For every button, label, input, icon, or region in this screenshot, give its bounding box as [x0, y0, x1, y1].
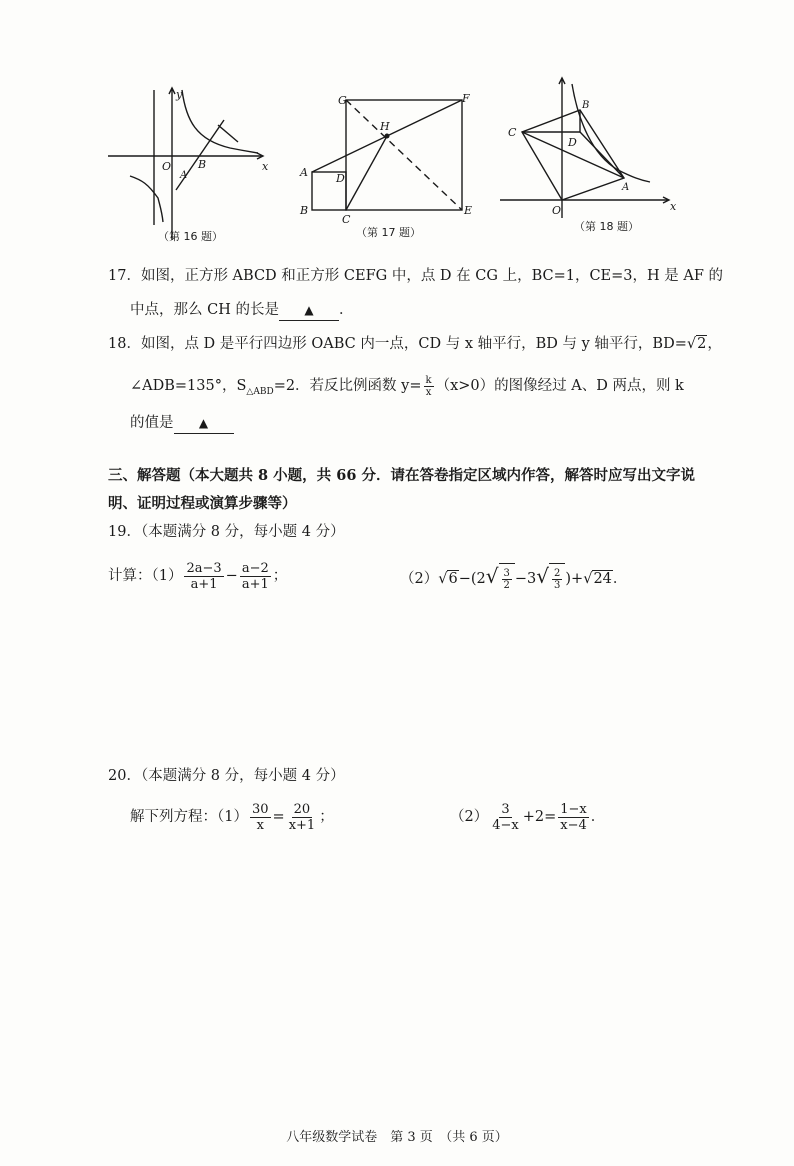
q17-line1 — [108, 266, 723, 286]
fig17-label-h: H — [380, 120, 390, 133]
q18-answer-blank — [174, 413, 234, 434]
fig17-label-e: E — [464, 204, 473, 217]
fig18-label-c: C — [508, 126, 517, 139]
figure-16 — [100, 80, 280, 250]
q17-text-line2: 中点，那么 CH 的长是 — [130, 302, 279, 318]
fig16-label-a: A — [180, 170, 188, 181]
q18-text-line3: 的值是 — [130, 415, 174, 431]
q19-p2-fraction1: $\frac{3}{2}$ — [503, 567, 510, 591]
q19-p2-fraction2: $\frac{2}{3}$ — [554, 567, 561, 591]
fig16-label-y: y — [176, 88, 183, 101]
q20-p2-fraction2: $\frac{1-x}{x-4}$ — [560, 801, 587, 833]
q19-p1-fraction1: $\frac{2a-3}{a+1}$ — [186, 560, 222, 592]
fig17-label-d: D — [336, 172, 345, 185]
q20-p2-fraction1: $\frac{3}{4-x}$ — [492, 801, 519, 833]
fig18-label-d: D — [568, 136, 577, 149]
fig16-label-o: O — [162, 160, 172, 173]
q20-header: 20．（本题满分 8 分，每小题 4 分） — [108, 768, 345, 784]
fig17-label-a: A — [300, 166, 308, 179]
fig18-label-x: x — [670, 200, 677, 213]
fig16-caption: （第 16 题） — [158, 230, 223, 243]
fig16-label-b: B — [198, 158, 207, 171]
fig17-label-f: F — [462, 92, 470, 105]
fig18-label-b: B — [582, 100, 590, 111]
q18-text-line1: 18．如图，点 D 是平行四边形 OABC 内一点，CD 与 x 轴平行，BD 与 y 轴平行，BD= — [108, 336, 687, 352]
q17-answer-blank — [279, 300, 339, 321]
fig16-label-x: x — [262, 160, 269, 173]
fig18-hyperbola — [572, 84, 650, 182]
fig18-label-o: O — [552, 204, 562, 217]
q18-line2: ∠ADB=135°，$S_{\triangle ABD}=2$．若反比例函数 y= $\frac{k}{x}$ （x>0）的图像经过 A、D 两点，则 k — [130, 374, 684, 398]
q18-text-line2a: ∠ADB=135°，S — [130, 378, 247, 394]
fig17-segment-ch — [346, 136, 387, 210]
fig18-segment-da — [580, 132, 624, 178]
q18-fraction-k-over-x: $\frac{k}{x}$ — [425, 374, 432, 398]
q17-line2: 中点，那么 CH 的长是 ▲ ． — [130, 300, 353, 321]
q19-header: 19．（本题满分 8 分，每小题 4 分） — [108, 524, 345, 540]
section3-heading-line2: 明、证明过程或演算步骤等） — [108, 495, 297, 512]
section3-heading-line1: 三、解答题（本大题共 8 小题，共 66 分．请在答卷指定区域内作答，解答时应写出文字说 — [108, 467, 695, 484]
q20-part2: （2） $\frac{3}{4-x}$ +2= $\frac{1-x}{x-4}$ ． — [450, 801, 606, 833]
q18-answer-mark: ▲ — [198, 416, 209, 430]
fig17-label-c: C — [342, 213, 351, 226]
fig17-label-g: G — [338, 94, 347, 107]
fig16-hyperbola-right — [182, 90, 258, 153]
figure-17 — [290, 80, 490, 240]
q20-part1: 解下列方程：（1） $\frac{30}{x}$ = $\frac{20}{x+1}$ ； — [130, 801, 334, 833]
fig17-caption: （第 17 题） — [356, 226, 421, 239]
fig18-label-a: A — [622, 182, 630, 193]
q19-part2: （2）√6−(2√ $\frac{3}{2}$ −3√ $\frac{2}{3}$ )+√24． — [400, 556, 627, 599]
q20-p1-fraction1: $\frac{30}{x}$ — [251, 801, 269, 833]
q19-p1-fraction2: $\frac{a-2}{a+1}$ — [241, 560, 269, 592]
q18-line3 — [130, 413, 234, 434]
q20-p1-fraction2: $\frac{20}{x+1}$ — [288, 801, 316, 833]
figure-18 — [500, 70, 680, 240]
fig16-hyperbola-left — [130, 176, 163, 222]
fig17-diagonal-ge — [346, 100, 462, 210]
q17-text-line1: 17．如图，正方形 ABCD 和正方形 CEFG 中，点 D 在 CG 上，BC=1，CE=3，H 是 AF 的 — [108, 268, 724, 284]
page-footer: 八年级数学试卷 第 3 页 （共 6 页） — [286, 1130, 508, 1145]
q17-answer-mark: ▲ — [304, 303, 314, 317]
q18-line1: 18．如图，点 D 是平行四边形 OABC 内一点，CD 与 x 轴平行，BD 与 y 轴平行，BD=√2， — [108, 336, 722, 352]
q18-area-subscript: △ABD — [246, 386, 274, 397]
q19-part1: 计算：（1） $\frac{2a-3}{a+1}$ − $\frac{a-2}{a+1}$ ； — [108, 560, 288, 592]
fig17-label-b: B — [300, 204, 309, 217]
fig18-caption: （第 18 题） — [574, 220, 639, 233]
